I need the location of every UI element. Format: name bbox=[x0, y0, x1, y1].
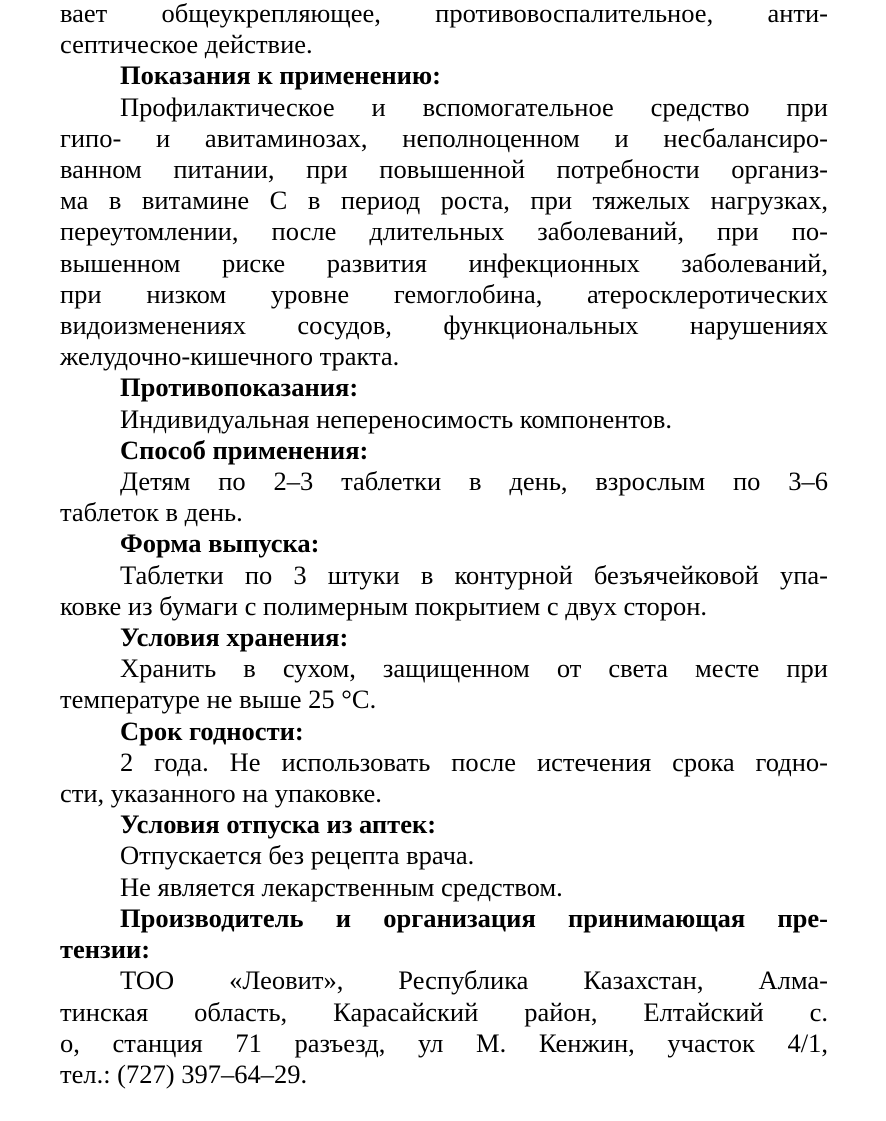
text-line: сти, указанного на упаковке. bbox=[60, 778, 382, 809]
text-line: Детям по 2–3 таблетки в день, взрослым по 3–6 bbox=[120, 466, 828, 497]
text-line: вышенном риске развития инфекционных заболеваний, bbox=[60, 247, 828, 278]
section-heading: Производитель и организация принимающая пре- bbox=[120, 902, 828, 933]
text-line: Не является лекарственным средством. bbox=[120, 871, 563, 902]
text-line: переутомлении, после длительных заболеваний, при по- bbox=[60, 216, 828, 247]
text-line: Отпускается без рецепта врача. bbox=[120, 840, 475, 871]
text-line: видоизменениях сосудов, функциональных нарушениях bbox=[60, 310, 828, 341]
section-usage bbox=[60, 435, 828, 529]
text-line: септическое действие. bbox=[60, 29, 313, 60]
section-contraindications bbox=[60, 372, 828, 434]
section-form bbox=[60, 528, 828, 622]
text-line: Индивидуальная непереносимость компонентов. bbox=[120, 403, 673, 434]
section-heading: Условия отпуска из аптек: bbox=[120, 809, 437, 840]
text-line: таблеток в день. bbox=[60, 497, 243, 528]
intro-text bbox=[60, 0, 828, 60]
section-heading: тензии: bbox=[60, 934, 151, 965]
text-line: температуре не выше 25 °С. bbox=[60, 684, 377, 715]
text-line: тинская область, Карасайский район, Елтайский с. bbox=[60, 996, 828, 1027]
section-storage bbox=[60, 622, 828, 716]
text-line: желудочно-кишечного тракта. bbox=[60, 341, 400, 372]
text-line: о, станция 71 разъезд, ул М. Кенжин, участок 4/1, bbox=[60, 1027, 828, 1058]
section-heading: Срок годности: bbox=[120, 715, 304, 746]
text-line: Профилактическое и вспомогательное средство при bbox=[120, 91, 828, 122]
document-page bbox=[60, 0, 828, 1090]
section-manufacturer bbox=[60, 903, 828, 1090]
section-indications bbox=[60, 60, 828, 372]
text-line: Хранить в сухом, защищенном от света месте при bbox=[120, 653, 828, 684]
text-line: вает общеукрепляющее, противовоспалительное, анти- bbox=[60, 0, 828, 28]
section-dispensing bbox=[60, 809, 828, 903]
text-line: при низком уровне гемоглобина, атеросклеротических bbox=[60, 278, 828, 309]
section-heading: Условия хранения: bbox=[120, 622, 349, 653]
text-line: Таблетки по 3 штуки в контурной безъячейковой упа- bbox=[120, 559, 828, 590]
section-heading: Противопоказания: bbox=[120, 372, 359, 403]
text-line: ковке из бумаги с полимерным покрытием с двух сторон. bbox=[60, 590, 708, 621]
text-line: ма в витамине С в период роста, при тяжелых нагрузках, bbox=[60, 185, 828, 216]
section-shelf-life bbox=[60, 716, 828, 810]
text-line: гипо- и авитаминозах, неполноценном и несбалансиро- bbox=[60, 122, 828, 153]
text-line: тел.: (727) 397–64–29. bbox=[60, 1058, 308, 1089]
text-line: ванном питании, при повышенной потребности организ- bbox=[60, 154, 828, 185]
section-heading: Форма выпуска: bbox=[120, 528, 320, 559]
section-heading: Способ применения: bbox=[120, 434, 369, 465]
text-line: ТОО «Леовит», Республика Казахстан, Алма- bbox=[120, 965, 828, 996]
section-heading: Показания к применению: bbox=[120, 60, 442, 91]
text-line: 2 года. Не использовать после истечения срока годно- bbox=[120, 746, 828, 777]
